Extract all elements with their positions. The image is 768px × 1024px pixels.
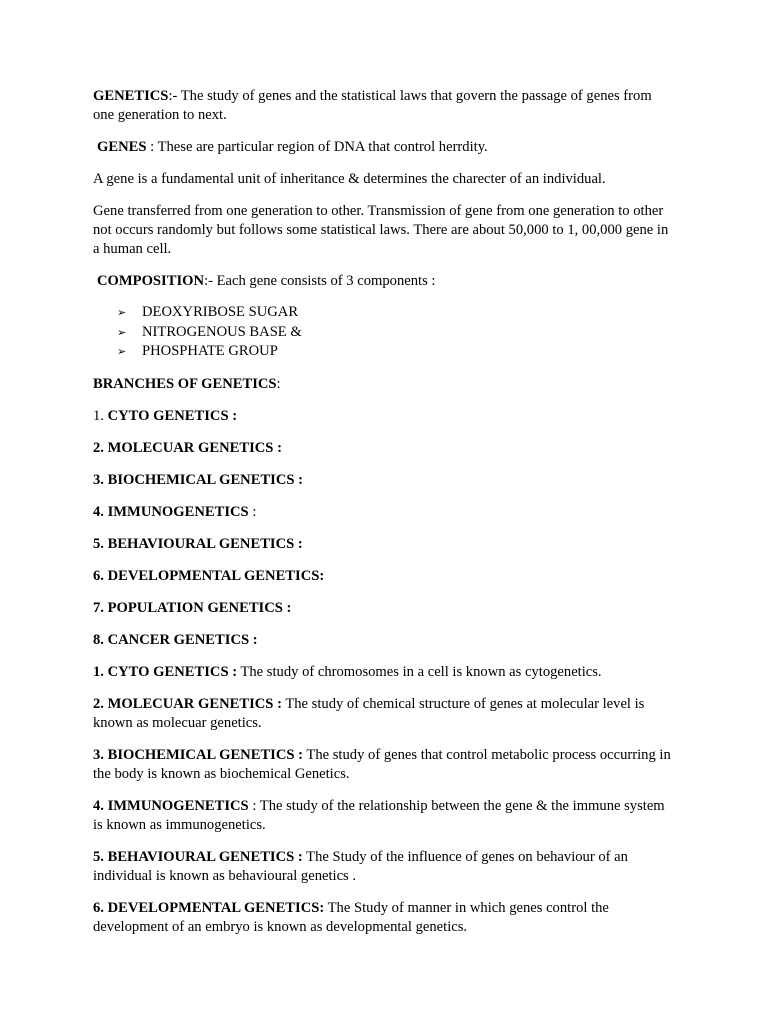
definition-text: The Study of manner in which genes control the development of an embryo is known as developmental genetics.	[93, 899, 609, 935]
gene-unit-paragraph: A gene is a fundamental unit of inheritance & determines the charecter of an individual.	[93, 171, 606, 187]
list-item	[117, 303, 676, 323]
branch-item-biochemical	[93, 471, 676, 490]
composition-separator: :-	[204, 273, 217, 289]
arrow-bullet-icon: ➢	[117, 306, 127, 319]
branch-item-population	[93, 599, 676, 618]
definition-immunogenetics	[93, 797, 676, 835]
branch-number: 4.	[93, 503, 108, 520]
list-item	[117, 323, 676, 343]
composition-paragraph	[93, 272, 676, 291]
branch-item-immunogenetics	[93, 503, 676, 522]
genes-definition	[93, 138, 676, 157]
branches-heading-text: BRANCHES OF GENETICS	[93, 375, 277, 392]
branch-number: 7.	[93, 599, 108, 616]
composition-term: COMPOSITION	[97, 273, 205, 289]
gene-transfer-paragraph: Gene transferred from one generation to other. Transmission of gene from one generation to other not occurs randomly but follows some statistical laws. There are about 50,000 to 1, 00,000 gene in a human cell.	[93, 203, 669, 257]
definition-term: 6. DEVELOPMENTAL GENETICS:	[93, 899, 325, 916]
genes-term: GENES	[97, 139, 147, 155]
composition-list	[93, 303, 676, 362]
branch-name: IMMUNOGENETICS	[107, 503, 249, 520]
branch-name: CANCER GENETICS :	[107, 631, 258, 648]
branches-heading	[93, 375, 676, 394]
branch-number: 1.	[93, 407, 108, 424]
branches-heading-colon: :	[276, 375, 281, 392]
definition-text: The study of chemical structure of genes at molecular level is known as molecuar genetics.	[93, 695, 645, 731]
list-item-text: NITROGENOUS BASE &	[142, 323, 302, 340]
genetics-definition	[93, 87, 676, 125]
branch-item-molecuar	[93, 439, 676, 458]
list-item-text: PHOSPHATE GROUP	[142, 343, 278, 359]
definition-term: 1. CYTO GENETICS :	[93, 663, 238, 680]
definition-term: 4. IMMUNOGENETICS	[93, 797, 249, 814]
definition-cyto	[93, 663, 676, 682]
branch-number: 6.	[93, 567, 108, 584]
branch-number: 2.	[93, 439, 108, 456]
definition-term: 2. MOLECUAR GENETICS :	[93, 695, 282, 712]
definition-biochemical	[93, 746, 676, 784]
arrow-bullet-icon: ➢	[117, 345, 127, 358]
branch-item-behavioural	[93, 535, 676, 554]
definition-developmental	[93, 899, 676, 937]
definition-behavioural	[93, 848, 676, 886]
definition-text: The Study of the influence of genes on behaviour of an individual is known as behavioural genetics .	[93, 848, 628, 884]
branch-name: POPULATION GENETICS :	[107, 599, 292, 616]
definition-term: 3. BIOCHEMICAL GENETICS :	[93, 746, 304, 763]
list-item-text: DEOXYRIBOSE SUGAR	[142, 304, 299, 320]
definition-text: : The study of the relationship between the gene & the immune system is known as immunogenetics.	[93, 797, 665, 833]
genetics-separator: :-	[168, 88, 181, 104]
branch-item-cancer	[93, 631, 676, 650]
genetics-definition-text: The study of genes and the statistical laws that govern the passage of genes from one generation to next.	[93, 88, 652, 123]
branch-tail: :	[248, 503, 257, 520]
branch-number: 5.	[93, 535, 108, 552]
branch-name: BEHAVIOURAL GENETICS :	[107, 535, 303, 552]
branch-item-cyto	[93, 407, 676, 426]
branch-name: CYTO GENETICS :	[107, 407, 238, 424]
arrow-bullet-icon: ➢	[117, 325, 127, 339]
definition-text: The study of chromosomes in a cell is known as cytogenetics.	[237, 663, 602, 680]
genetics-term: GENETICS	[93, 88, 169, 104]
list-item	[117, 342, 676, 362]
definition-text: The study of genes that control metabolic process occurring in the body is known as biochemical Genetics.	[93, 746, 671, 782]
branch-item-developmental	[93, 567, 676, 586]
branch-name: BIOCHEMICAL GENETICS :	[107, 471, 304, 488]
genes-definition-text: : These are particular region of DNA that control herrdity.	[146, 139, 488, 155]
branch-number: 3.	[93, 471, 108, 488]
branch-name: MOLECUAR GENETICS :	[107, 439, 282, 456]
branch-number: 8.	[93, 631, 108, 648]
composition-text: Each gene consists of 3 components :	[216, 273, 436, 289]
definition-term: 5. BEHAVIOURAL GENETICS :	[93, 848, 303, 865]
branch-name: DEVELOPMENTAL GENETICS:	[107, 567, 325, 584]
definition-molecuar	[93, 695, 676, 733]
